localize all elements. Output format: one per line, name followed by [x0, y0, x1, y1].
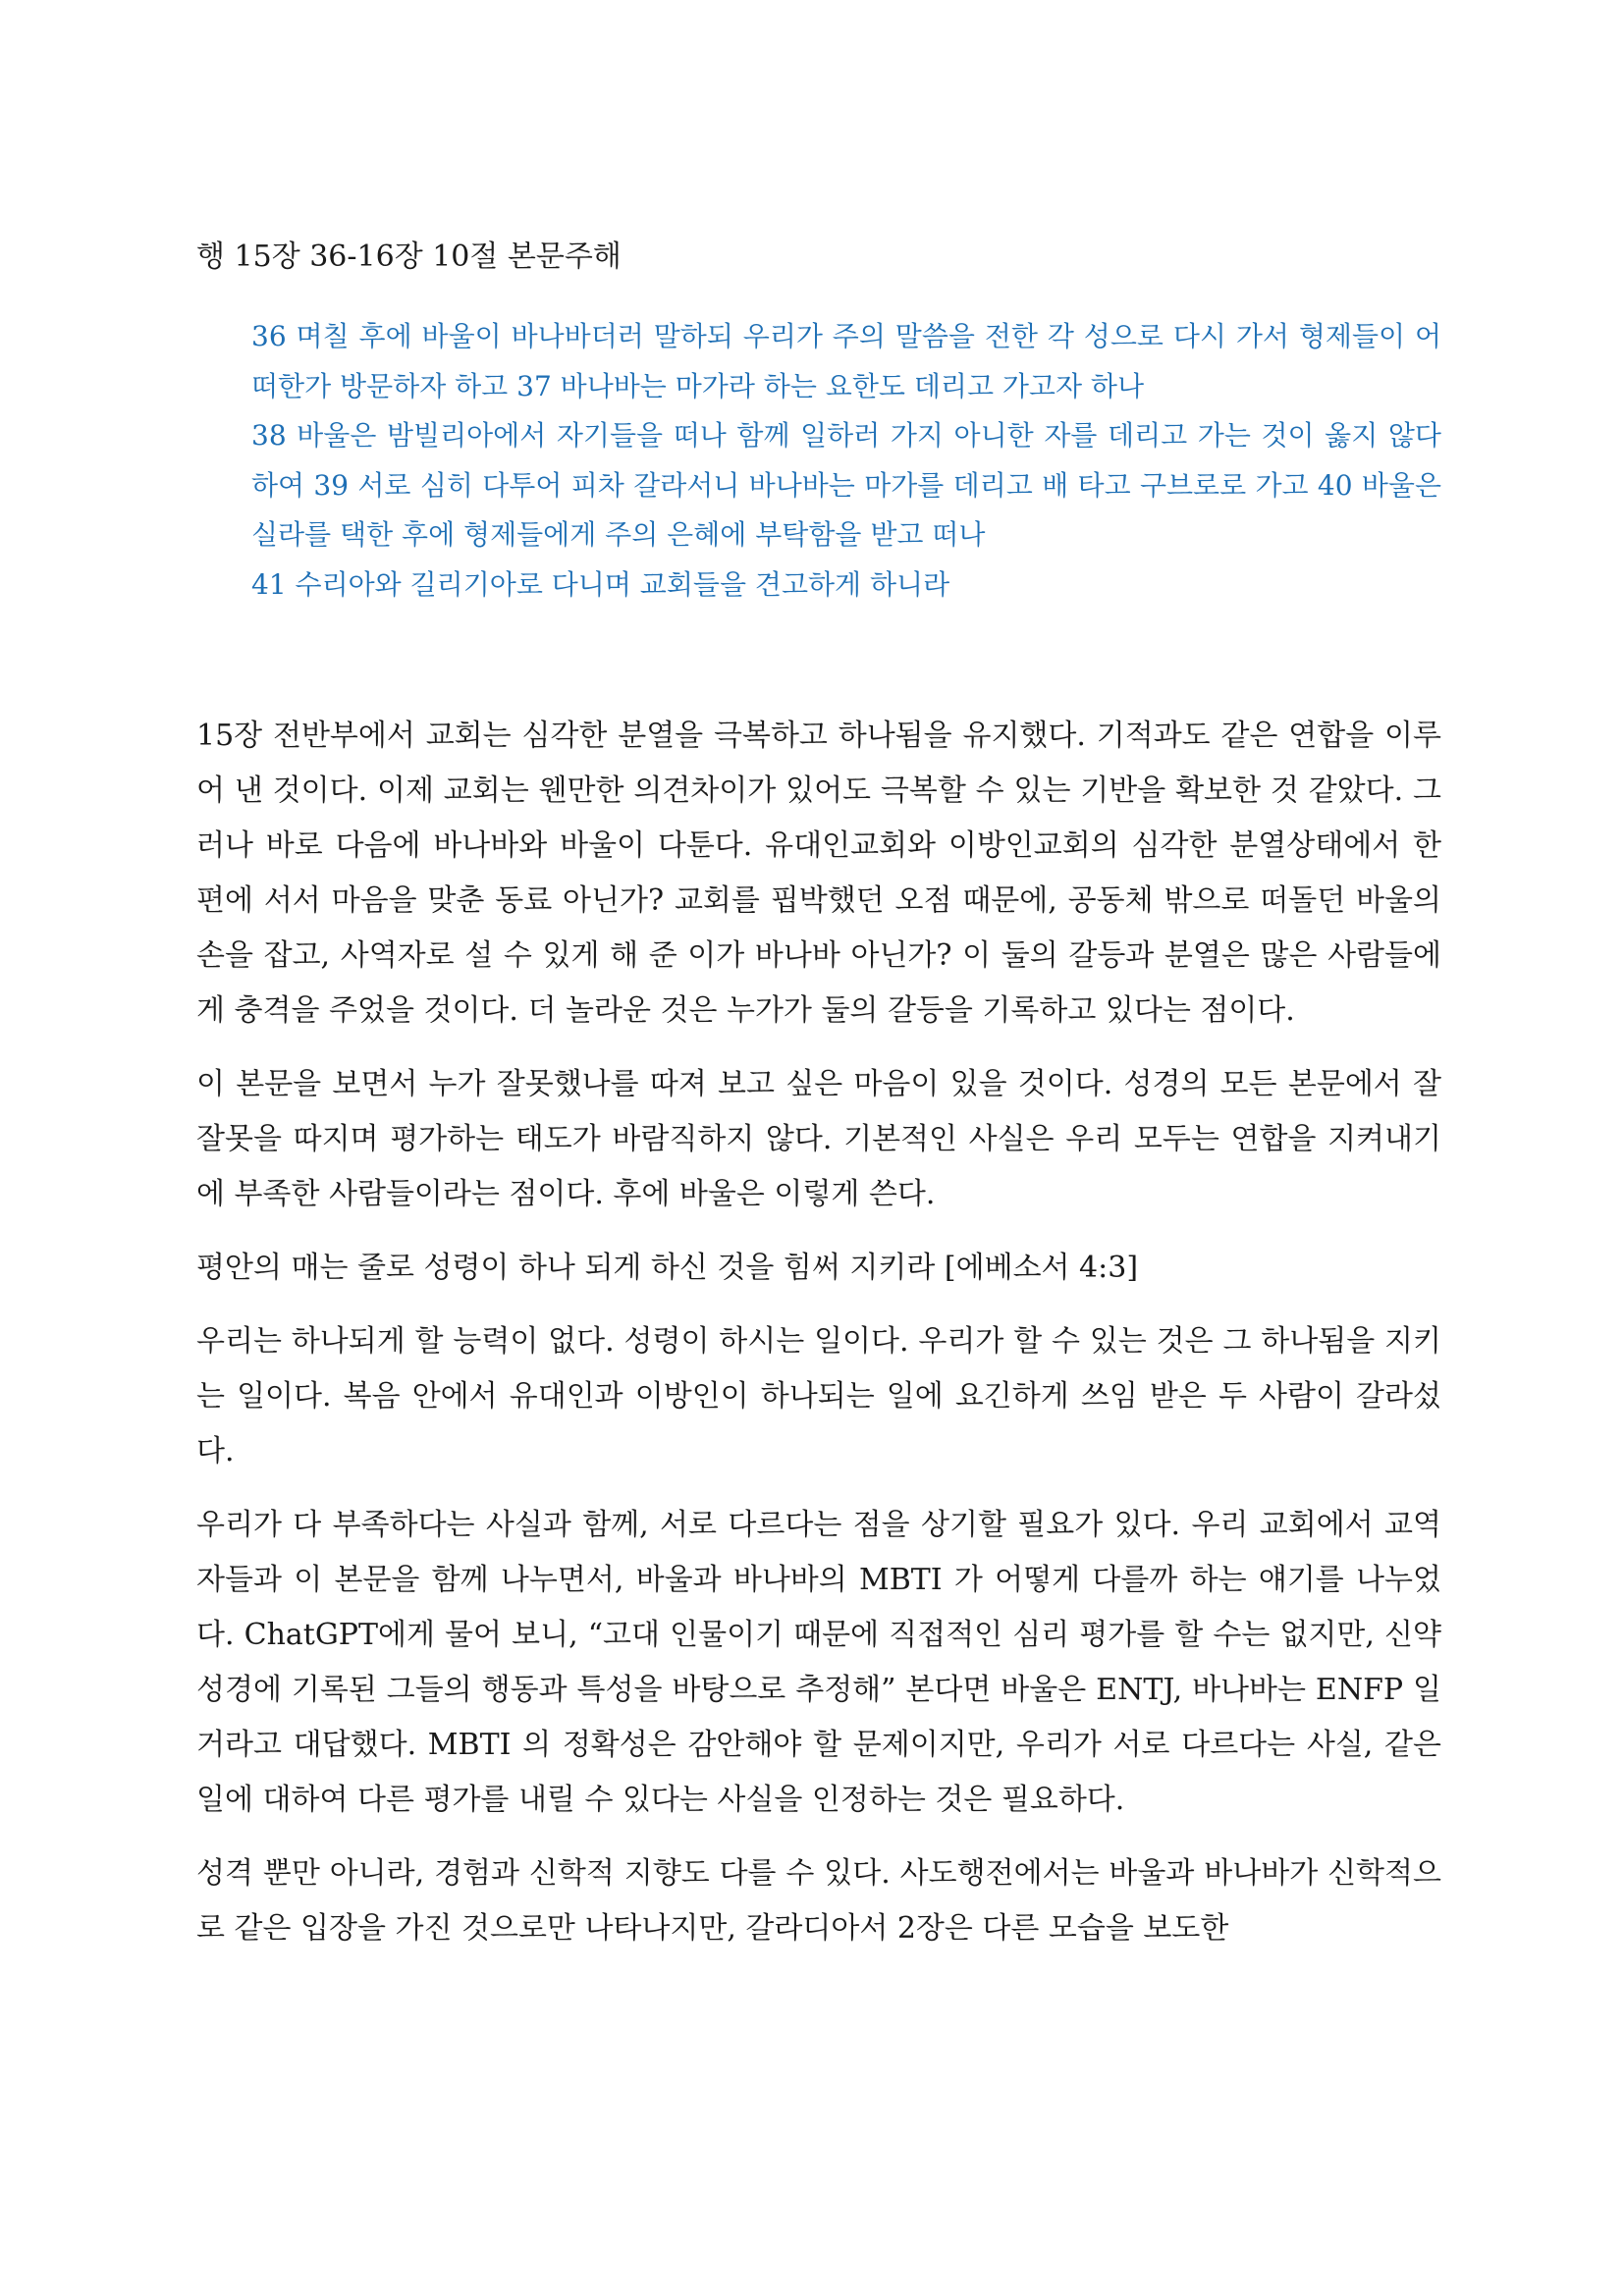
scripture-verse-block: 38 바울은 밤빌리아에서 자기들을 떠나 함께 일하러 가지 아니한 자를 데리고 가는 것이 옳지 않다 하여 39 서로 심히 다투어 피차 갈라서니 바나바는 마가를 데리고 배 타고 구브로로 가고 40 바울은 실라를 택한 후에 형제들에게 주의 은혜에 부탁함을 받고 떠나	[251, 419, 1441, 551]
body-paragraph: 우리가 다 부족하다는 사실과 함께, 서로 다르다는 점을 상기할 필요가 있다. 우리 교회에서 교역자들과 이 본문을 함께 나누면서, 바울과 바나바의 MBTI 가 어떻게 다를까 하는 얘기를 나누었다. ChatGPT에게 물어 보니, “고대 인물이기 때문에 직접적인 심리 평가를 할 수는 없지만, 신약성경에 기록된 그들의 행동과 특성을 바탕으로 추정해” 본다면 바울은 ENTJ, 바나바는 ENFP 일 거라고 대답했다. MBTI 의 정확성은 감안해야 할 문제이지만, 우리가 서로 다르다는 사실, 같은 일에 대하여 다른 평가를 내릴 수 있다는 사실을 인정하는 것은 필요하다.	[196, 1508, 1441, 1817]
scripture-verse-block: 41 수리아와 길리기아로 다니며 교회들을 견고하게 하니라	[251, 567, 950, 601]
scripture-verse-block: 36 며칠 후에 바울이 바나바더러 말하되 우리가 주의 말씀을 전한 각 성으로 다시 가서 형제들이 어떠한가 방문하자 하고 37 바나바는 마가라 하는 요한도 데리고 가고자 하나	[251, 320, 1441, 402]
scripture-passage	[251, 312, 1441, 610]
page-title	[196, 238, 622, 277]
body-paragraph: 15장 전반부에서 교회는 심각한 분열을 극복하고 하나됨을 유지했다. 기적과도 같은 연합을 이루어 낸 것이다. 이제 교회는 웬만한 의견차이가 있어도 극복할 수 있는 기반을 확보한 것 같았다. 그러나 바로 다음에 바나바와 바울이 다툰다. 유대인교회와 이방인교회의 심각한 분열상태에서 한 편에 서서 마음을 맞춘 동료 아닌가? 교회를 핍박했던 오점 때문에, 공동체 밖으로 떠돌던 바울의 손을 잡고, 사역자로 설 수 있게 해 준 이가 바나바 아닌가? 이 둘의 갈등과 분열은 많은 사람들에게 충격을 주었을 것이다. 더 놀라운 것은 누가가 둘의 갈등을 기록하고 있다는 점이다.	[196, 719, 1441, 1028]
commentary-body	[196, 709, 1441, 1975]
quoted-verse: 평안의 매는 줄로 성령이 하나 되게 하신 것을 힘써 지키라 [에베소서 4:3]	[196, 1251, 1139, 1285]
body-paragraph: 이 본문을 보면서 누가 잘못했나를 따져 보고 싶은 마음이 있을 것이다. 성경의 모든 본문에서 잘잘못을 따지며 평가하는 태도가 바람직하지 않다. 기본적인 사실은 우리 모두는 연합을 지켜내기에 부족한 사람들이라는 점이다. 후에 바울은 이렇게 쓴다.	[196, 1067, 1441, 1211]
body-paragraph: 성격 뿐만 아니라, 경험과 신학적 지향도 다를 수 있다. 사도행전에서는 바울과 바나바가 신학적으로 같은 입장을 가진 것으로만 나타나지만, 갈라디아서 2장은 다른 모습을 보도한	[196, 1856, 1441, 1946]
title-text: 행 15장 36-16장 10절 본문주해	[196, 240, 622, 274]
body-paragraph: 우리는 하나되게 할 능력이 없다. 성령이 하시는 일이다. 우리가 할 수 있는 것은 그 하나됨을 지키는 일이다. 복음 안에서 유대인과 이방인이 하나되는 일에 요긴하게 쓰임 받은 두 사람이 갈라섰다.	[196, 1324, 1441, 1468]
